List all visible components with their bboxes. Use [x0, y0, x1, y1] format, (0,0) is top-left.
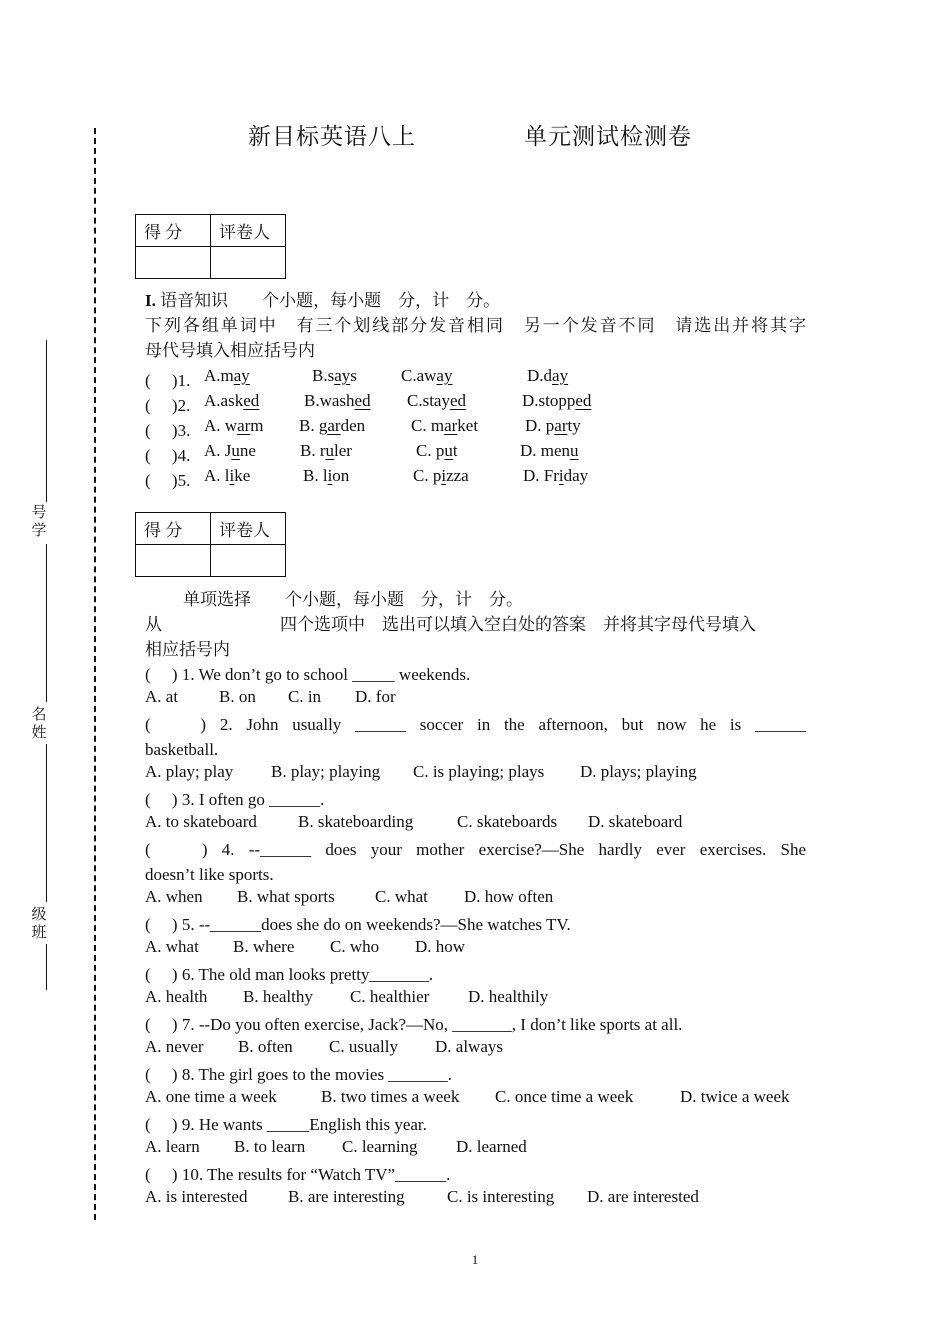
grader-cell[interactable] — [211, 247, 286, 279]
question-6: ( ) 6. The old man looks pretty_______. — [145, 965, 434, 984]
option-d: D. learned — [456, 1137, 527, 1156]
option-d: D. plays; playing — [580, 762, 697, 781]
option-c: C. market — [411, 416, 479, 435]
option-d: D.day — [527, 366, 569, 385]
section1-instruction-cont: 母代号填入相应括号内 — [145, 341, 315, 360]
option-b: B. garden — [299, 416, 366, 435]
option-d: D. for — [355, 687, 396, 706]
option-d: D. twice a week — [680, 1087, 790, 1106]
option-a: A.may — [204, 366, 250, 385]
page-number: 1 — [471, 1252, 479, 1267]
option-c: C. who — [330, 937, 380, 956]
option-b: B.washed — [304, 391, 371, 410]
page-title-left: 新目标英语八上 — [248, 124, 416, 149]
margin-rule — [46, 944, 47, 990]
margin-class-label: 级班 — [31, 907, 47, 941]
section1-number: I. — [145, 291, 156, 310]
option-c: C. usually — [329, 1037, 398, 1056]
option-a: A. at — [145, 687, 179, 706]
score-table — [135, 512, 286, 577]
option-a: A. learn — [145, 1137, 200, 1156]
option-a: A. is interested — [145, 1187, 248, 1206]
option-d: D. always — [435, 1037, 503, 1056]
section1-heading-text: 语音知识 个小题，每小题 分，计 分。 — [160, 291, 501, 310]
option-c: C. skateboards — [457, 812, 558, 831]
option-a: A. one time a week — [145, 1087, 277, 1106]
option-b: B. play; playing — [271, 762, 381, 781]
section1-heading — [145, 288, 500, 313]
question-4-cont: doesn’t like sports. — [145, 865, 274, 884]
score-label: 得 分 — [136, 513, 211, 545]
option-d: D. skateboard — [588, 812, 683, 831]
grader-label: 评卷人 — [211, 215, 286, 247]
binding-dashed-line — [94, 128, 96, 1220]
question-number: ( )5. — [145, 471, 191, 490]
option-d: D. party — [525, 416, 581, 435]
option-b: B.says — [312, 366, 357, 385]
option-c: C. what — [375, 887, 428, 906]
option-c: C.stayed — [407, 391, 467, 410]
page-title-right: 单元测试检测卷 — [524, 124, 692, 149]
option-b: B. skateboarding — [298, 812, 414, 831]
question-2-cont: basketball. — [145, 740, 219, 759]
option-c: C. put — [416, 441, 458, 460]
option-a: A. June — [204, 441, 256, 460]
option-b: B. lion — [303, 466, 350, 485]
option-b: B. where — [233, 937, 295, 956]
option-c: C. pizza — [413, 466, 469, 485]
question-5: ( ) 5. --______does she do on weekends?—She watches TV. — [145, 915, 571, 934]
option-c: C.away — [401, 366, 453, 385]
option-b: B. two times a week — [321, 1087, 460, 1106]
question-number: ( )3. — [145, 421, 191, 440]
option-c: C. once time a week — [495, 1087, 634, 1106]
option-a: A. when — [145, 887, 203, 906]
option-a: A. health — [145, 987, 208, 1006]
option-d: D. how — [415, 937, 466, 956]
margin-rule — [46, 544, 47, 702]
option-c: C. healthier — [350, 987, 430, 1006]
option-a: A. to skateboard — [145, 812, 257, 831]
option-a: A. never — [145, 1037, 204, 1056]
question-8: ( ) 8. The girl goes to the movies _______. — [145, 1065, 453, 1084]
section1-instruction: 下列各组单词中 有三个划线部分发音相同 另一个发音不同 请选出并将其字 — [145, 316, 806, 335]
option-a: A. play; play — [145, 762, 234, 781]
option-b: B. healthy — [243, 987, 313, 1006]
section2-instruction: 四个选项中 选出可以填入空白处的答案 并将其字母代号填入 — [280, 615, 756, 634]
section2-heading: 单项选择 个小题，每小题 分，计 分。 — [183, 590, 523, 609]
option-d: D. healthily — [468, 987, 549, 1006]
question-10: ( ) 10. The results for “Watch TV”______. — [145, 1165, 451, 1184]
option-d: D. Friday — [523, 466, 589, 485]
option-a: A. like — [204, 466, 251, 485]
option-d: D. are interested — [587, 1187, 699, 1206]
question-number: ( )2. — [145, 396, 191, 415]
option-b: B. what sports — [237, 887, 335, 906]
option-c: C. learning — [342, 1137, 418, 1156]
question-3: ( ) 3. I often go ______. — [145, 790, 325, 809]
question-4: ( ) 4. --______ does your mother exercise?—She hardly ever exercises. She — [145, 840, 806, 859]
question-7: ( ) 7. --Do you often exercise, Jack?—No, _______, I don’t like sports at all. — [145, 1015, 683, 1034]
margin-rule — [46, 340, 47, 502]
grader-label: 评卷人 — [211, 513, 286, 545]
margin-name-label: 名姓 — [31, 707, 47, 741]
margin-rule — [46, 744, 47, 902]
option-c: C. in — [288, 687, 322, 706]
option-b: B. are interesting — [288, 1187, 405, 1206]
option-b: B. ruler — [300, 441, 352, 460]
option-b: B. on — [219, 687, 256, 706]
option-a: A. warm — [204, 416, 264, 435]
option-d: D.stopped — [522, 391, 592, 410]
option-c: C. is interesting — [447, 1187, 555, 1206]
score-cell[interactable] — [136, 545, 211, 577]
question-9: ( ) 9. He wants _____English this year. — [145, 1115, 427, 1134]
section2-instruction-cont: 相应括号内 — [145, 640, 230, 659]
option-b: B. often — [238, 1037, 293, 1056]
margin-student-no-label: 号学 — [31, 505, 47, 539]
score-label: 得 分 — [136, 215, 211, 247]
option-c: C. is playing; plays — [413, 762, 545, 781]
score-table — [135, 214, 286, 279]
option-d: D. how often — [464, 887, 554, 906]
question-number: ( )1. — [145, 371, 191, 390]
score-cell[interactable] — [136, 247, 211, 279]
option-a: A. what — [145, 937, 199, 956]
option-b: B. to learn — [234, 1137, 306, 1156]
grader-cell[interactable] — [211, 545, 286, 577]
question-1: ( ) 1. We don’t go to school _____ weekends. — [145, 665, 471, 684]
question-number: ( )4. — [145, 446, 191, 465]
option-a: A.asked — [204, 391, 260, 410]
section2-instruction-from: 从 — [145, 615, 162, 634]
question-2: ( ) 2. John usually ______ soccer in the afternoon, but now he is ______ — [145, 715, 806, 734]
option-d: D. menu — [520, 441, 579, 460]
